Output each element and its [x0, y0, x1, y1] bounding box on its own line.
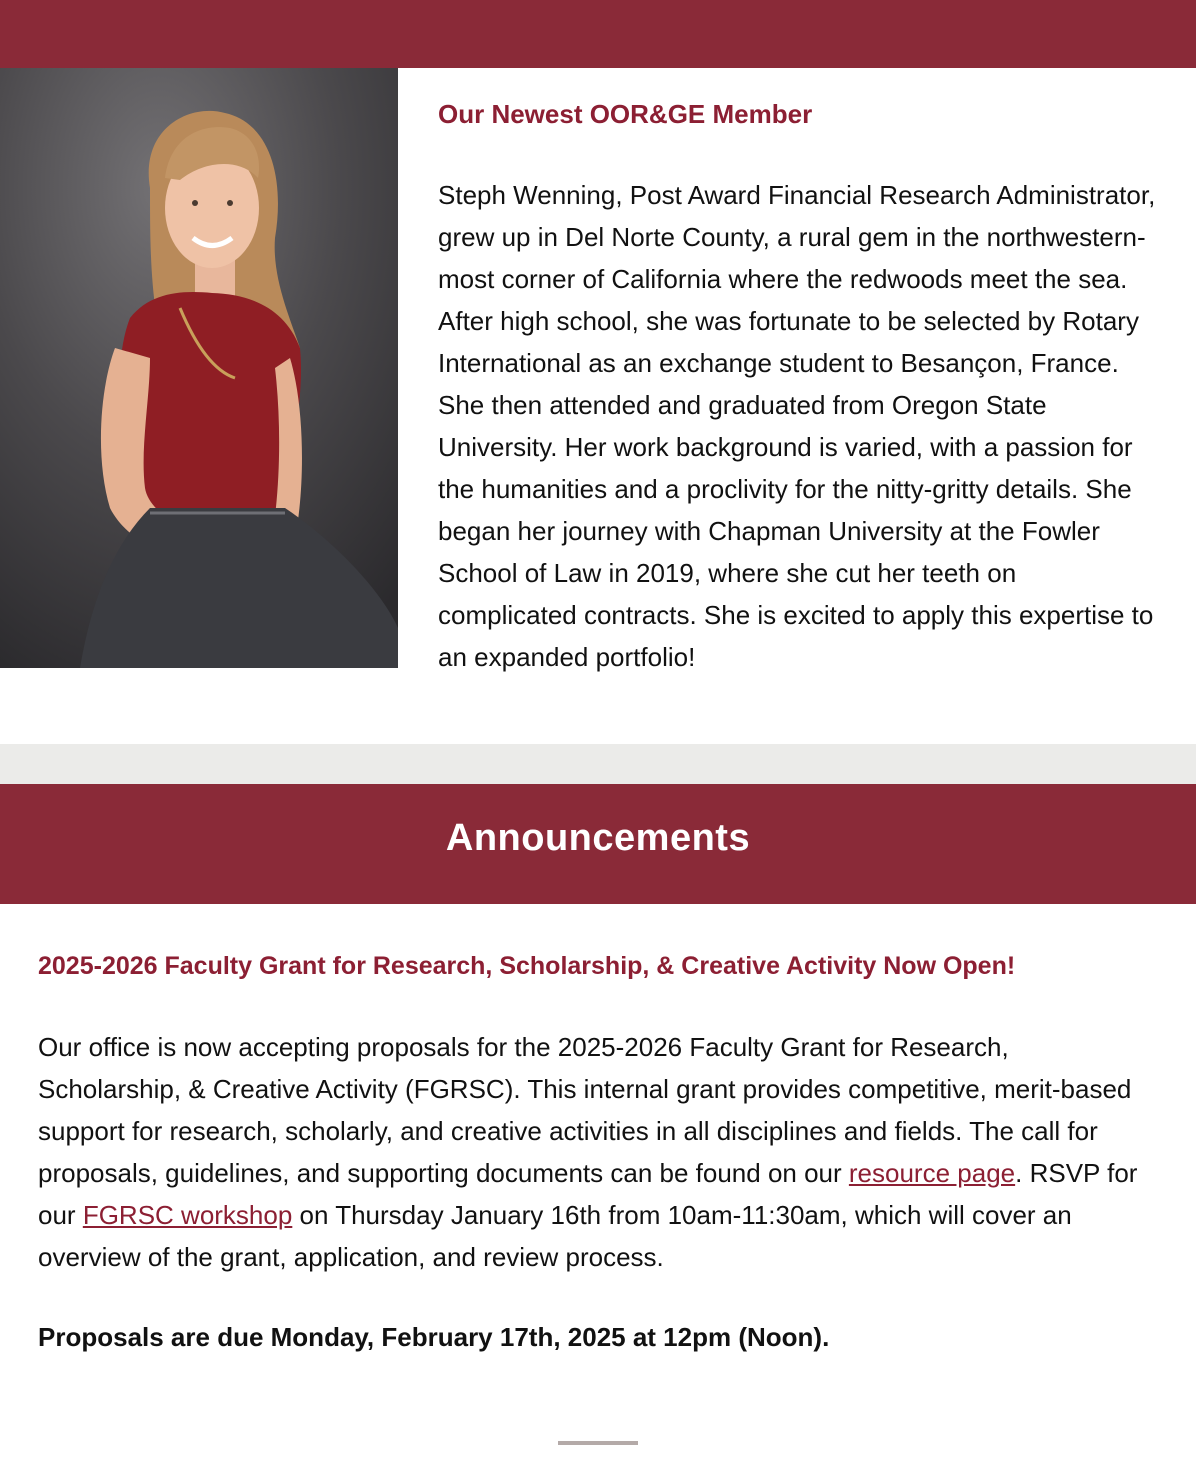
member-heading: Our Newest OOR&GE Member	[438, 99, 813, 129]
grant-heading: 2025-2026 Faculty Grant for Research, Scholarship, & Creative Activity Now Open!	[38, 952, 1016, 980]
fgrsc-workshop-link[interactable]: FGRSC workshop	[82, 1200, 293, 1230]
section-separator-band	[0, 744, 1196, 784]
grant-body-text: Our office is now accepting proposals for the 2025-2026 Faculty Grant for Research, Scholarship, & Creative Activity (FGRSC). This internal grant provides competitive, merit-based support for research, scholarly, and creative activities in all disciplines and fields. The call for proposals, guidelines, and supporting documents can be found on our	[38, 1032, 1132, 1188]
grant-body-text: . RSVP for our	[38, 1158, 1138, 1230]
grant-section	[38, 944, 1158, 1358]
portrait-icon	[0, 68, 398, 668]
staff-photo	[0, 68, 398, 668]
grant-deadline: Proposals are due Monday, February 17th, 2025 at 12pm (Noon).	[38, 1322, 830, 1352]
member-section	[0, 68, 1196, 744]
member-body: Steph Wenning, Post Award Financial Research Administrator, grew up in Del Norte County, a rural gem in the northwestern-most corner of California where the redwoods meet the sea. After high school, she was fortunate to be selected by Rotary International as an exchange student to Besançon, France. She then attended and graduated from Oregon State University. Her work background is varied, with a passion for the humanities and a proclivity for the nitty-gritty details. She began her journey with Chapman University at the Fowler School of Law in 2019, where she cut her teeth on complicated contracts. She is excited to apply this expertise to an expanded portfolio!	[438, 180, 1156, 672]
resource-page-link[interactable]: resource page	[848, 1158, 1016, 1188]
divider	[558, 1441, 638, 1445]
grant-body-text: on Thursday January 16th from 10am-11:30am, which will cover an overview of the grant, application, and review process.	[38, 1200, 1072, 1272]
grant-body	[38, 1026, 1143, 1278]
announcements-title: Announcements	[445, 816, 751, 859]
announcements-banner	[0, 784, 1196, 904]
header-bar	[0, 0, 1196, 68]
member-text	[438, 92, 1168, 678]
